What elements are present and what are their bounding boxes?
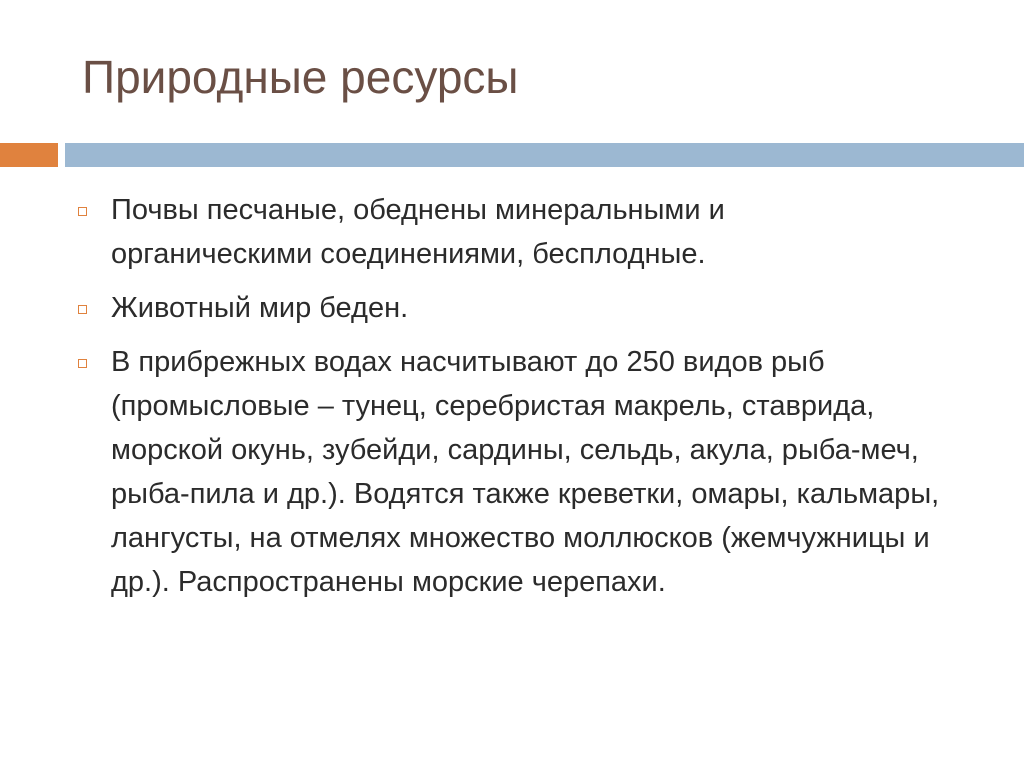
hollow-square-bullet-icon [78,207,87,216]
bullet-item-fauna [78,286,978,330]
slide-title: Природные ресурсы [82,51,519,103]
bullet-text: Почвы песчаные, обеднены минеральными и органическими соединениями, бесплодные. [111,194,725,270]
bullet-list [78,188,978,614]
bullet-item-marine-life [78,340,978,604]
hollow-square-bullet-icon [78,359,87,368]
bullet-text: В прибрежных водах насчитывают до 250 видов рыб (промысловые – тунец, серебристая макрель, ставрида, морской окунь, зубейди, сардины, сельдь, акула, рыба-меч, рыба-пила и др.). Водятся также креветки, омары, кальмары, лангусты, на отмелях множество моллюсков (жемчужницы и др.). Распространены морские черепахи. [111,346,940,598]
accent-bar-orange [0,143,58,167]
bullet-item-soils [78,188,978,276]
bullet-text: Животный мир беден. [111,292,409,324]
accent-bar-blue [65,143,1024,167]
hollow-square-bullet-icon [78,305,87,314]
